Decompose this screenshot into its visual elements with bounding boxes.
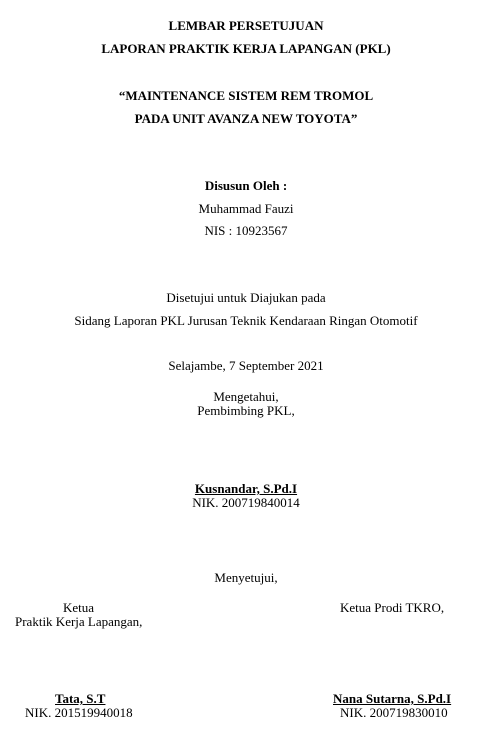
mentor-nik: NIK. 200719840014: [192, 495, 300, 510]
mentor-label-1: Mengetahui,: [213, 389, 279, 404]
sheet-heading: LEMBAR PERSETUJUAN: [168, 18, 324, 33]
left-signatory-title-2: Praktik Kerja Lapangan,: [15, 614, 143, 629]
sheet-subheading: LAPORAN PRAKTIK KERJA LAPANGAN (PKL): [101, 41, 391, 56]
author-label: Disusun Oleh :: [204, 178, 288, 193]
left-signatory-name: Tata, S.T: [55, 691, 106, 706]
right-signatory-name: Nana Sutarna, S.Pd.I: [333, 691, 452, 706]
approval-line-1: Disetujui untuk Diajukan pada: [166, 290, 326, 305]
author-nis: NIS : 10923567: [204, 223, 288, 238]
right-signatory-nik: NIK. 200719830010: [340, 705, 448, 720]
approval-line-2: Sidang Laporan PKL Jurusan Teknik Kendaraan Ringan Otomotif: [74, 313, 418, 328]
author-name: Muhammad Fauzi: [198, 201, 294, 216]
mentor-name: Kusnandar, S.Pd.I: [194, 481, 298, 496]
report-title-line-2: PADA UNIT AVANZA NEW TOYOTA”: [134, 111, 358, 126]
report-title-line-1: “MAINTENANCE SISTEM REM TROMOL: [118, 88, 374, 103]
left-signatory-title-1: Ketua: [63, 600, 95, 615]
left-signatory-nik: NIK. 201519940018: [25, 705, 133, 720]
agreed-label: Menyetujui,: [214, 570, 278, 585]
place-date: Selajambe, 7 September 2021: [168, 358, 324, 373]
right-signatory-title: Ketua Prodi TKRO,: [340, 600, 445, 615]
mentor-label-2: Pembimbing PKL,: [197, 403, 295, 418]
